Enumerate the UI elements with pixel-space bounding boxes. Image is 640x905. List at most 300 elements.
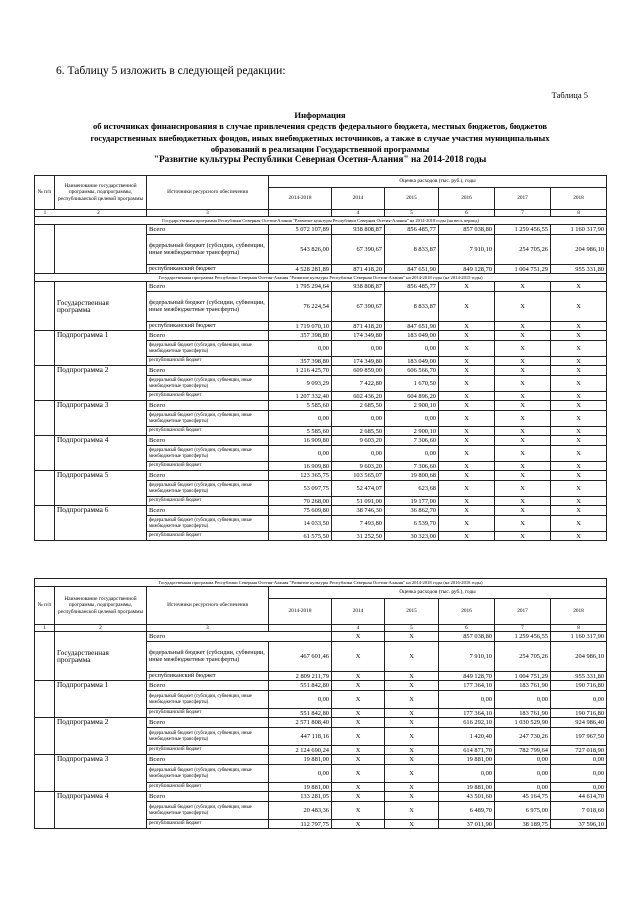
value-cell: X <box>551 376 607 392</box>
value-cell: 955 331,80 <box>551 672 607 681</box>
value-cell: X <box>439 341 495 357</box>
value-cell: 7 306,60 <box>385 436 439 446</box>
col-number: 7 <box>495 210 551 217</box>
heading-line-1: об источниках финансирования в случае привлечения средств федерального бюджета, местных бюджетов, бюджетов <box>92 121 548 132</box>
value-cell: X <box>439 401 495 411</box>
value-cell: X <box>439 436 495 446</box>
value-cell: 847 651,90 <box>385 265 439 274</box>
source-republic: республиканский бюджет <box>147 322 269 331</box>
value-cell: 727 018,90 <box>551 746 607 755</box>
value-cell: 7 018,60 <box>551 802 607 820</box>
value-cell: 0,00 <box>551 691 607 709</box>
value-cell: 2 685,50 <box>332 401 385 411</box>
value-cell: 1 160 317,90 <box>551 225 607 235</box>
header-year: 2018 <box>551 188 607 210</box>
header-source: Источники ресурсного обеспечения <box>147 176 269 210</box>
span-row: Государственная программа Республики Северная Осетия-Алания "Развитие культуры Республики Северная Осетия-Алания" на 2014-2018 годы (на 2016-2018 годы) <box>35 579 607 587</box>
value-cell: 0,00 <box>269 341 332 357</box>
value-cell: 7 910,10 <box>439 235 495 265</box>
value-cell: 0,00 <box>332 411 385 427</box>
value-cell: X <box>439 427 495 436</box>
value-cell: 51 091,00 <box>332 497 385 506</box>
table-row <box>35 436 607 446</box>
value-cell: X <box>385 783 439 792</box>
value-cell: 1 160 317,90 <box>551 632 607 642</box>
value-cell: 849 128,70 <box>439 672 495 681</box>
header-name: Наименование государственной программы, подпрограммы, республиканской целевой программы <box>55 176 147 210</box>
value-cell: 5 585,60 <box>269 401 332 411</box>
value-cell: 467 601,46 <box>269 642 332 672</box>
value-cell: X <box>332 642 385 672</box>
value-cell: 31 252,50 <box>332 532 385 541</box>
value-cell: 76 224,54 <box>269 292 332 322</box>
value-cell: X <box>385 691 439 709</box>
value-cell: 2 809 211,79 <box>269 672 332 681</box>
row-number <box>35 436 55 471</box>
value-cell: 0,00 <box>551 783 607 792</box>
source-fed: федеральный бюджет (субсидии, субвенции, иные межбюджетные трансферты) <box>147 516 269 532</box>
subprogram-name: Подпрограмма 3 <box>55 755 147 792</box>
value-cell: 37 596,10 <box>551 820 607 829</box>
value-cell: X <box>385 709 439 718</box>
col-number: 1 <box>35 625 55 632</box>
value-cell: 19 800,68 <box>385 471 439 481</box>
value-cell: 204 986,10 <box>551 235 607 265</box>
header-name: Наименование государственной программы, подпрограммы, республиканской целевой программы <box>55 587 147 625</box>
table-row <box>35 755 607 765</box>
value-cell: X <box>385 792 439 802</box>
row-number <box>35 792 55 829</box>
value-cell: 938 808,87 <box>332 225 385 235</box>
value-cell: 604 896,20 <box>385 392 439 401</box>
value-cell: 38 746,30 <box>332 506 385 516</box>
header-year: 2014 <box>332 599 385 625</box>
value-cell: 1 670,50 <box>385 376 439 392</box>
value-cell: X <box>439 357 495 366</box>
value-cell: X <box>439 506 495 516</box>
value-cell: X <box>495 322 551 331</box>
value-cell: X <box>551 481 607 497</box>
value-cell: 616 292,10 <box>439 718 495 728</box>
value-cell: X <box>332 632 385 642</box>
value-cell: X <box>551 331 607 341</box>
value-cell: X <box>385 718 439 728</box>
value-cell: 177 364,10 <box>439 709 495 718</box>
value-cell: 16 909,80 <box>269 462 332 471</box>
value-cell: X <box>439 376 495 392</box>
value-cell: X <box>439 322 495 331</box>
funding-table-2014-2015 <box>34 175 607 541</box>
value-cell: 782 799,64 <box>495 746 551 755</box>
value-cell: X <box>495 357 551 366</box>
value-cell: X <box>551 471 607 481</box>
value-cell: 61 575,50 <box>269 532 332 541</box>
value-cell: 133 281,05 <box>269 792 332 802</box>
value-cell: X <box>495 516 551 532</box>
header-year: 2016 <box>439 599 495 625</box>
header-year: 2015 <box>385 188 439 210</box>
source-federal: федеральный бюджет (субсидии, субвенции, иные межбюджетные трансферты) <box>147 235 269 265</box>
source-total: Всего <box>147 506 269 516</box>
value-cell: X <box>332 718 385 728</box>
header-year: 2018 <box>551 599 607 625</box>
value-cell: X <box>551 436 607 446</box>
table-row <box>35 471 607 481</box>
value-cell: X <box>332 728 385 746</box>
value-cell: 112 797,75 <box>269 820 332 829</box>
value-cell: 5 585,60 <box>269 427 332 436</box>
value-cell: 19 881,00 <box>269 783 332 792</box>
value-cell: X <box>332 783 385 792</box>
value-cell: 9 603,20 <box>332 436 385 446</box>
value-cell: 856 485,77 <box>385 282 439 292</box>
value-cell: 177 364,10 <box>439 681 495 691</box>
value-cell: X <box>385 642 439 672</box>
value-cell: X <box>551 322 607 331</box>
subprogram-name: Подпрограмма 1 <box>55 681 147 718</box>
value-cell: 20 483,36 <box>269 802 332 820</box>
value-cell: 849 128,70 <box>439 265 495 274</box>
value-cell: 0,00 <box>495 691 551 709</box>
value-cell: X <box>495 481 551 497</box>
value-cell: X <box>495 392 551 401</box>
value-cell: X <box>439 411 495 427</box>
value-cell: X <box>551 282 607 292</box>
value-cell: 43 501,60 <box>439 792 495 802</box>
subprogram-name: Подпрограмма 4 <box>55 792 147 829</box>
table-row <box>35 366 607 376</box>
header-year: 2017 <box>495 599 551 625</box>
value-cell: X <box>495 497 551 506</box>
source-republic: республиканский бюджет <box>147 265 269 274</box>
source-total: Всего <box>147 632 332 642</box>
value-cell: 856 485,77 <box>385 225 439 235</box>
value-cell: 7 422,80 <box>332 376 385 392</box>
value-cell: 924 986,40 <box>551 718 607 728</box>
value-cell: 9 603,20 <box>332 462 385 471</box>
value-cell: X <box>551 427 607 436</box>
header-estimate: Оценка расходов (тыс. руб.), годы <box>269 587 607 599</box>
value-cell: 0,00 <box>385 411 439 427</box>
value-cell: X <box>332 765 385 783</box>
value-cell: X <box>439 446 495 462</box>
value-cell: 9 093,29 <box>269 376 332 392</box>
value-cell: X <box>551 366 607 376</box>
value-cell: 447 118,16 <box>269 728 332 746</box>
col-number: 6 <box>439 210 495 217</box>
col-number: 4 <box>332 625 385 632</box>
value-cell: X <box>385 765 439 783</box>
value-cell: 0,00 <box>495 783 551 792</box>
value-cell: X <box>439 516 495 532</box>
source-total: Всего <box>147 755 269 765</box>
col-number: 3 <box>147 210 269 217</box>
source-total: Всего <box>147 225 269 235</box>
value-cell: X <box>439 292 495 322</box>
span-row: Государственная программа Республики Северная Осетия-Алания "Развитие культуры Республики Северная Осетия-Алания" на 2014-2018 годы (на весь период) <box>35 217 607 225</box>
value-cell: 19 881,00 <box>439 755 495 765</box>
value-cell: 543 826,00 <box>269 235 332 265</box>
value-cell: 4 528 281,89 <box>269 265 332 274</box>
value-cell: X <box>495 292 551 322</box>
value-cell: 1 795 294,64 <box>269 282 332 292</box>
header-year: 2016 <box>439 188 495 210</box>
value-cell: 67 390,67 <box>332 235 385 265</box>
value-cell: 19 881,00 <box>269 755 332 765</box>
value-cell: 857 038,80 <box>439 225 495 235</box>
value-cell: 602 436,20 <box>332 392 385 401</box>
value-cell: 0,00 <box>385 446 439 462</box>
value-cell: 0,00 <box>269 446 332 462</box>
value-cell: 7 910,10 <box>439 642 495 672</box>
header-num: № п/п <box>35 176 55 210</box>
subprogram-name: Подпрограмма 1 <box>55 331 147 366</box>
value-cell: 0,00 <box>332 341 385 357</box>
value-cell: X <box>439 392 495 401</box>
value-cell: 8 833,87 <box>385 235 439 265</box>
value-cell: 183 761,90 <box>495 681 551 691</box>
col-number: 2 <box>55 625 147 632</box>
source-federal: федеральный бюджет (субсидии, субвенции, иные межбюджетные трансферты) <box>147 642 269 672</box>
value-cell: 1 216 425,70 <box>269 366 332 376</box>
value-cell: X <box>439 282 495 292</box>
value-cell: X <box>385 681 439 691</box>
col-number: 8 <box>551 210 607 217</box>
value-cell: 1 259 456,55 <box>495 632 551 642</box>
subprogram-name: Подпрограмма 6 <box>55 506 147 541</box>
header-year: 2014-2018 <box>269 188 332 210</box>
value-cell: X <box>495 341 551 357</box>
value-cell: 0,00 <box>495 755 551 765</box>
value-cell: 38 189,75 <box>495 820 551 829</box>
value-cell: X <box>495 366 551 376</box>
table-row <box>35 401 607 411</box>
value-cell: X <box>495 436 551 446</box>
value-cell: X <box>439 497 495 506</box>
value-cell: X <box>551 392 607 401</box>
value-cell: 174 349,80 <box>332 331 385 341</box>
source-fed: федеральный бюджет (субсидии, субвенции, иные межбюджетные трансферты) <box>147 802 269 820</box>
value-cell: X <box>551 462 607 471</box>
subprogram-name: Подпрограмма 3 <box>55 401 147 436</box>
value-cell: 847 651,90 <box>385 322 439 331</box>
value-cell: X <box>385 755 439 765</box>
value-cell: 1 004 751,29 <box>495 672 551 681</box>
value-cell: X <box>495 446 551 462</box>
row-number <box>35 331 55 366</box>
source-fed: федеральный бюджет (субсидии, субвенции, иные межбюджетные трансферты) <box>147 341 269 357</box>
value-cell: 1 030 529,90 <box>495 718 551 728</box>
value-cell: X <box>551 357 607 366</box>
source-fed: федеральный бюджет (субсидии, субвенции, иные межбюджетные трансферты) <box>147 765 269 783</box>
value-cell: 623,68 <box>385 481 439 497</box>
value-cell: 1 259 456,55 <box>495 225 551 235</box>
source-republic: республиканский бюджет <box>147 672 269 681</box>
value-cell: 857 038,80 <box>439 632 495 642</box>
col-number <box>269 625 332 632</box>
source-rep: республиканский бюджет <box>147 783 269 792</box>
value-cell: X <box>439 331 495 341</box>
value-cell: X <box>332 691 385 709</box>
header-year: 2017 <box>495 188 551 210</box>
row-number <box>35 401 55 436</box>
source-federal: федеральный бюджет (субсидии, субвенции, иные межбюджетные трансферты) <box>147 292 269 322</box>
value-cell: X <box>495 427 551 436</box>
value-cell: 37 011,90 <box>439 820 495 829</box>
span-row: Государственная программа Республики Северная Осетия-Алания "Развитие культуры Республики Северная Осетия-Алания" на 2014-2018 годы (на 2014-2015 годы) <box>35 274 607 282</box>
value-cell: X <box>551 516 607 532</box>
value-cell: X <box>332 672 385 681</box>
heading-title: Информация <box>294 110 346 120</box>
subprogram-name: Подпрограмма 5 <box>55 471 147 506</box>
value-cell: 357 398,80 <box>269 331 332 341</box>
row-number <box>35 681 55 718</box>
source-rep: республиканский бюджет <box>147 746 269 755</box>
source-total: Всего <box>147 401 269 411</box>
source-total: Всего <box>147 471 269 481</box>
col-number: 7 <box>495 625 551 632</box>
row-number <box>35 366 55 401</box>
value-cell: 254 705,26 <box>495 642 551 672</box>
row-number <box>35 755 55 792</box>
table-row <box>35 718 607 728</box>
value-cell: 2 900,10 <box>385 401 439 411</box>
source-rep: республиканский бюджет <box>147 532 269 541</box>
value-cell: 45 164,75 <box>495 792 551 802</box>
row-number <box>35 471 55 506</box>
col-number: 5 <box>385 210 439 217</box>
source-rep: республиканский бюджет <box>147 357 269 366</box>
value-cell: X <box>551 506 607 516</box>
value-cell: 7 493,80 <box>332 516 385 532</box>
value-cell: 871 418,20 <box>332 322 385 331</box>
header-year: 2014 <box>332 188 385 210</box>
value-cell: 183 049,00 <box>385 331 439 341</box>
header-year: 2015 <box>385 599 439 625</box>
value-cell: 67 390,67 <box>332 292 385 322</box>
value-cell: 254 705,26 <box>495 235 551 265</box>
value-cell: 955 331,80 <box>551 265 607 274</box>
heading-line-2: государственных внебюджетных фондов, иных внебюджетных источников, а также в случае участия муниципальных <box>90 132 550 143</box>
value-cell: X <box>495 331 551 341</box>
value-cell: X <box>551 532 607 541</box>
source-rep: республиканский бюджет <box>147 462 269 471</box>
source-total: Всего <box>147 366 269 376</box>
value-cell: 0,00 <box>269 691 332 709</box>
value-cell: 197 967,50 <box>551 728 607 746</box>
value-cell: X <box>551 446 607 462</box>
source-rep: республиканский бюджет <box>147 392 269 401</box>
source-total: Всего <box>147 718 269 728</box>
value-cell: 871 418,20 <box>332 265 385 274</box>
value-cell: 190 716,80 <box>551 681 607 691</box>
value-cell: 190 716,80 <box>551 709 607 718</box>
value-cell: 6 539,70 <box>385 516 439 532</box>
value-cell: 0,00 <box>439 691 495 709</box>
value-cell: 0,00 <box>551 765 607 783</box>
heading-line-3: образований в реализации Государственной программы <box>210 143 430 154</box>
value-cell: 357 398,80 <box>269 357 332 366</box>
document-heading <box>40 110 600 166</box>
source-rep: республиканский бюджет <box>147 709 269 718</box>
source-total: Всего <box>147 331 269 341</box>
value-cell: 1 719 070,10 <box>269 322 332 331</box>
value-cell: 52 474,07 <box>332 481 385 497</box>
header-source: Источники ресурсного обеспечения <box>147 587 269 625</box>
source-total: Всего <box>147 792 269 802</box>
value-cell: 36 862,70 <box>385 506 439 516</box>
value-cell: 53 097,75 <box>269 481 332 497</box>
value-cell: X <box>495 376 551 392</box>
value-cell: X <box>495 401 551 411</box>
value-cell: 14 033,50 <box>269 516 332 532</box>
source-rep: республиканский бюджет <box>147 427 269 436</box>
source-fed: федеральный бюджет (субсидии, субвенции, иные межбюджетные трансферты) <box>147 411 269 427</box>
value-cell: 0,00 <box>439 765 495 783</box>
source-fed: федеральный бюджет (субсидии, субвенции, иные межбюджетные трансферты) <box>147 376 269 392</box>
value-cell: X <box>332 802 385 820</box>
value-cell: 1 004 751,29 <box>495 265 551 274</box>
value-cell: X <box>495 532 551 541</box>
source-fed: федеральный бюджет (субсидии, субвенции, иные межбюджетные трансферты) <box>147 481 269 497</box>
value-cell: X <box>551 497 607 506</box>
value-cell: X <box>385 632 439 642</box>
value-cell: X <box>439 462 495 471</box>
value-cell: 183 049,00 <box>385 357 439 366</box>
value-cell: 551 842,80 <box>269 709 332 718</box>
value-cell: X <box>332 746 385 755</box>
value-cell: X <box>551 341 607 357</box>
value-cell: 2 124 690,24 <box>269 746 332 755</box>
subprogram-name: Подпрограмма 2 <box>55 718 147 755</box>
value-cell: 0,00 <box>551 755 607 765</box>
value-cell: 8 833,87 <box>385 292 439 322</box>
value-cell: X <box>551 411 607 427</box>
table-row <box>35 506 607 516</box>
value-cell: 2 685,50 <box>332 427 385 436</box>
source-total: Всего <box>147 436 269 446</box>
value-cell: 0,00 <box>385 341 439 357</box>
table-row <box>35 331 607 341</box>
program-name: Государственная программа <box>55 632 147 681</box>
value-cell: 247 730,26 <box>495 728 551 746</box>
value-cell: 609 859,00 <box>332 366 385 376</box>
value-cell: X <box>551 292 607 322</box>
value-cell: 1 420,40 <box>439 728 495 746</box>
value-cell: X <box>385 802 439 820</box>
value-cell: 5 072 107,89 <box>269 225 332 235</box>
value-cell: X <box>385 820 439 829</box>
program-name: Государственная программа <box>55 282 147 331</box>
header-year: 2014-2018 <box>269 599 332 625</box>
value-cell: X <box>385 746 439 755</box>
subprogram-name: Подпрограмма 2 <box>55 366 147 401</box>
col-number <box>269 210 332 217</box>
value-cell: 0,00 <box>332 446 385 462</box>
value-cell: 123 365,75 <box>269 471 332 481</box>
value-cell: X <box>439 481 495 497</box>
source-rep: республиканский бюджет <box>147 820 269 829</box>
col-number: 3 <box>147 625 269 632</box>
value-cell: 19 177,00 <box>385 497 439 506</box>
value-cell: 0,00 <box>269 765 332 783</box>
header-num: № п/п <box>35 587 55 625</box>
header-estimate: Оценка расходов (тыс. руб.), годы <box>269 176 607 188</box>
value-cell: 551 842,80 <box>269 681 332 691</box>
value-cell: 75 609,80 <box>269 506 332 516</box>
value-cell: 938 808,87 <box>332 282 385 292</box>
value-cell: X <box>385 672 439 681</box>
